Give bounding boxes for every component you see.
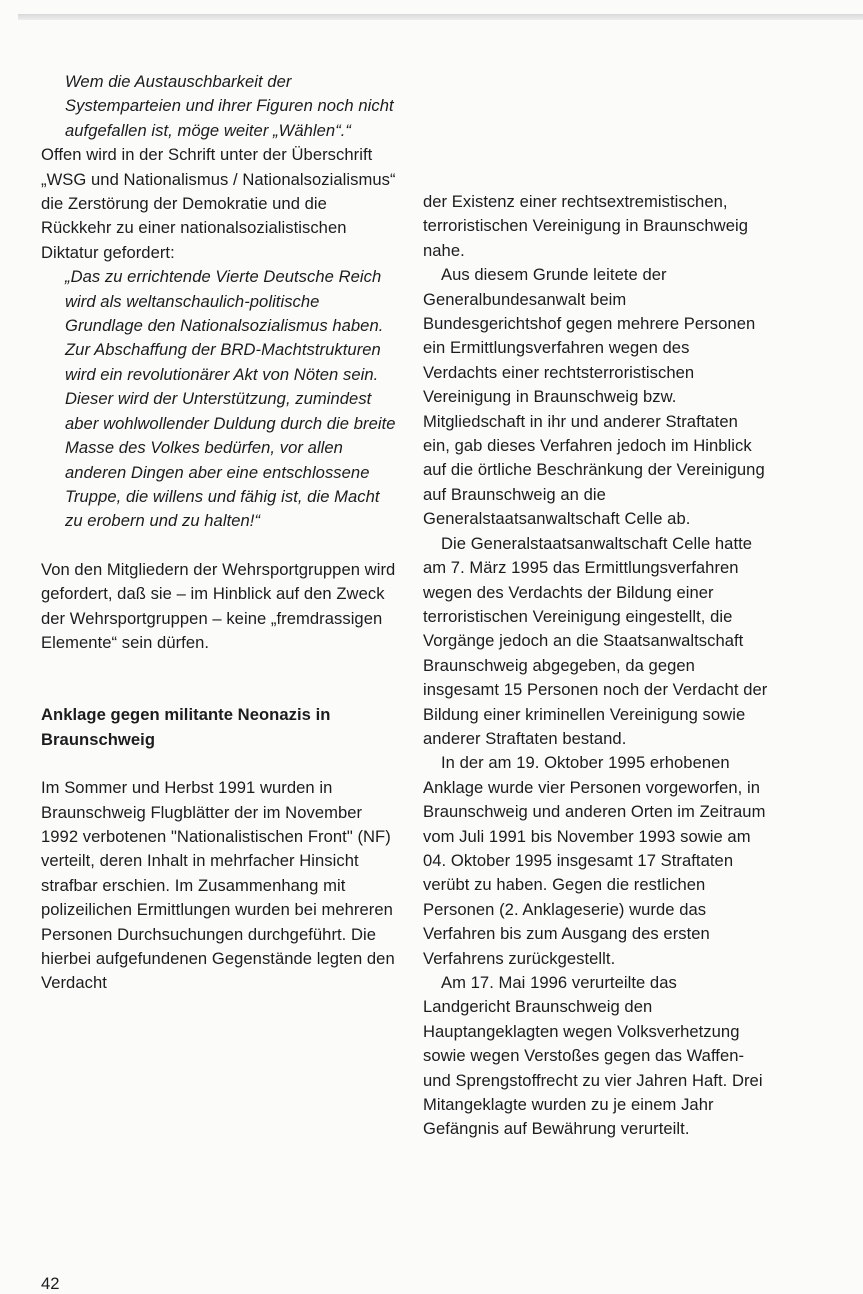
- top-scan-edge: [18, 14, 863, 20]
- block-quote: „Das zu errichtende Vierte Deutsche Reich wird als weltanschaulich-politische Grundlage den Nationalsozialismus haben. Zur Abschaffung der BRD-Machtstrukturen wird ein revolutionärer Akt von Nöten sein. Dieser wird der Unterstützung, zumindest aber wohlwollender Duldung durch die breite Masse des Volkes bedürfen, vor allen anderen Dingen aber eine entschlossene Truppe, die willens und fähig ist, die Macht zu erobern und zu halten!“: [65, 267, 396, 531]
- page-number: 42: [41, 1274, 60, 1293]
- members-paragraph: Von den Mitgliedern der Wehrsportgruppen wird gefordert, daß sie – im Hinblick auf den Zweck der Wehrsportgruppen – keine „fremdrassigen Elemente“ sein dürfen.: [41, 559, 396, 652]
- spacer: [41, 655, 396, 703]
- quote-continuation: Wem die Austauschbarkeit der Systemparteien und ihrer Figuren noch nicht aufgefallen ist, möge weiter „Wählen“.“: [65, 72, 394, 140]
- section-paragraph: Im Sommer und Herbst 1991 wurden in Braunschweig Flugblätter der im November 1992 verbotenen "Nationalistischen Front" (NF) verteilt, deren Inhalt in mehrfacher Hinsicht strafbar erschien. Im Zusammenhang mit polizeilichen Ermittlungen wurden bei mehreren Personen Durchsuchungen durchgeführt. Die hierbei aufgefundenen Gegenstände legten den Verdacht: [41, 778, 395, 993]
- left-column: [41, 70, 396, 996]
- paragraph-verurteilung: Am 17. Mai 1996 verurteilte das Landgericht Braunschweig den Hauptangeklagten wegen Volksverhetzung sowie wegen Verstoßes gegen das Waffen- und Sprengstoffrecht zu vier Jahren Haft. Drei Mitangeklagte wurden zu je einem Jahr Gefängnis auf Bewährung verurteilt.: [423, 973, 763, 1139]
- section-heading: Anklage gegen militante Neonazis in Braunschweig: [41, 705, 331, 749]
- continuation-paragraph: der Existenz einer rechtsextremistischen, terroristischen Vereinigung in Braunschweig nahe.: [423, 192, 748, 260]
- paragraph-generalbundesanwalt: Aus diesem Grunde leitete der Generalbundesanwalt beim Bundesgerichtshof gegen mehrere Personen ein Ermittlungsverfahren wegen des Verdachts einer rechtsterroristischen Vereinigung in Braunschweig bzw. Mitgliedschaft in ihr und anderer Straftaten ein, gab dieses Verfahren jedoch im Hinblick auf die örtliche Beschränkung der Vereinigung auf Braunschweig an die Generalstaatsanwaltschaft Celle ab.: [423, 265, 765, 529]
- paragraph-anklage: In der am 19. Oktober 1995 erhobenen Anklage wurde vier Personen vorgeworfen, in Braunschweig und anderen Orten im Zeitraum vom Juli 1991 bis November 1993 sowie am 04. Oktober 1995 insgesamt 17 Straftaten verübt zu haben. Gegen die restlichen Personen (2. Anklageserie) wurde das Verfahren bis zum Ausgang des ersten Verfahrens zurückgestellt.: [423, 753, 766, 968]
- intro-paragraph: Offen wird in der Schrift unter der Überschrift „WSG und Nationalismus / Nationalsozialismus“ die Zerstörung der Demokratie und die Rückkehr zu einer nationalsozialistischen Diktatur gefordert:: [41, 145, 396, 262]
- paragraph-celle: Die Generalstaatsanwaltschaft Celle hatte am 7. März 1995 das Ermittlungsverfahren wegen des Verdachts der Bildung einer terroristischen Vereinigung eingestellt, die Vorgänge jedoch an die Staatsanwaltschaft Braunschweig abgegeben, da gegen insgesamt 15 Personen noch der Verdacht der Bildung einer kriminellen Vereinigung sowie anderer Straftaten bestand.: [423, 533, 768, 748]
- right-column: [423, 190, 768, 1142]
- spacer: [41, 752, 396, 776]
